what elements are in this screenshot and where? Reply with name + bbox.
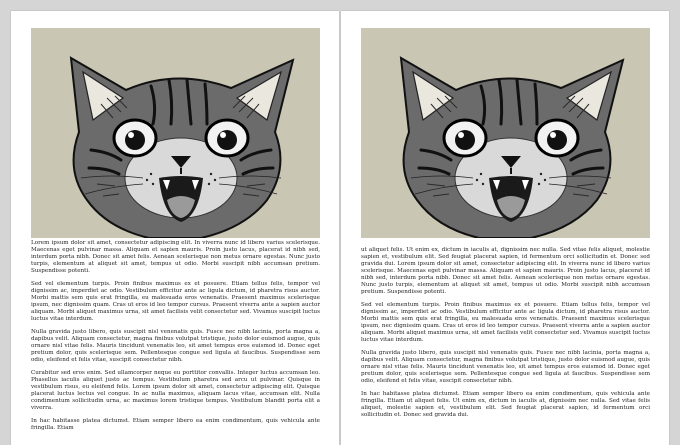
paragraph: Sed vel elementum turpis. Proin finibus maximus ex et posuere. Etiam tellus felis, tempor vel dignissim ac, imperdiet ac odio. Vestibulum efficitur ante ac ligula dictum, id pharetra risus auctor. Morbi mattis sem quis erat fringilla, eu malesuada eros venenatis. Praesent maximus scelerisque ipsum, nec dignissim quam. Cras ut eros id leo tempor cursus. Praesent viverra ante a sapien auctor aliquam. Morbi aliquet maximus urna, sit amet facilisis velit consectetur sed. Vivamus suscipit luctus luctus vitae interdum.	[31, 280, 320, 323]
paragraph: Nulla gravida justo libero, quis suscipit nisl venenatis quis. Fusce nec nibh lacinia, porta magna a, dapibus velit. Aliquam consectetur, magna finibus volutpat tristique, justo dolor euismod augue, quis ornare nisl vitae felis. Mauris tincidunt venenatis leo, sit amet tempus eros euismod id. Donec eget pretium dolor, quis scelerisque sem. Pellentesque congue sed ligula at faucibus. Suspendisse sem odio, eleifend et felis vitae, suscipit consectetur nibh.	[31, 328, 320, 364]
document-page-left	[11, 11, 339, 445]
kitten-illustration	[361, 28, 650, 238]
kitten-illustration	[31, 28, 320, 238]
paragraph: ut aliquet felis. Ut enim ex, dictum in iaculis at, dignissim nec nulla. Sed vitae felis aliquet, molestie sapien et, vestibulum elit. Sed feugiat placerat sapien, id fermentum orci sollicitudin et. Donec sed gravida dui. Lorem ipsum dolor sit amet, consectetur adipiscing elit. In viverra nunc id libero varius scelerisque. Maecenas eget pulvinar massa. Aliquam et sapien mauris. Proin justo lacus, placerat id nibh sed, interdum porta nibh. Donec sit amet felis. Aenean scelerisque non metus ornare egestas. Nunc justo turpis, elementum at aliquet sit amet, tempus ut odio. Morbi suscipit nibh accumsan pretium. Suspendisse potenti.	[361, 247, 650, 296]
body-text	[31, 240, 320, 438]
paragraph: In hac habitasse platea dictumst. Etiam semper libero ea enim condimentum, quis vehicula ante fringilla. Etiam	[31, 417, 320, 431]
paragraph: Lorem ipsum dolor sit amet, consectetur adipiscing elit. In viverra nunc id libero varius scelerisque. Maecenas eget pulvinar massa. Aliquam et sapien mauris. Proin justo lacus, placerat id nibh sed, interdum porta nibh. Donec sit amet felis. Aenean scelerisque non metus ornare egestas. Nunc justo turpis, elementum at aliquet sit amet, tempus ut odio. Morbi suscipit nibh accumsan pretium. Suspendisse potenti.	[31, 240, 320, 275]
kitten-drawing	[361, 28, 650, 238]
paragraph: Nulla gravida justo libero, quis suscipit nisl venenatis quis. Fusce nec nibh lacinia, porta magna a, dapibus velit. Aliquam consectetur, magna finibus volutpat tristique, justo dolor euismod augue, quis ornare nisl vitae felis. Mauris tincidunt venenatis leo, sit amet tempus eros euismod id. Donec eget pretium dolor, quis scelerisque sem. Pellentesque congue sed ligula at faucibus. Suspendisse sem odio, eleifend et felis vitae, suscipit consectetur nibh.	[361, 349, 650, 385]
document-page-right	[341, 11, 669, 445]
body-text	[361, 247, 650, 425]
paragraph: Curabitur sed eros enim. Sed ullamcorper neque eu porttitor convallis. Integer luctus accumsan leo. Phasellus iaculis aliquet justo ac tempus. Vestibulum pharetra sed arcu ut pulvinar. Quisque in vestibulum risus, eu eleifend felis. Lorem ipsum dolor sit amet, consectetur adipiscing elit. Quisque placerat luctus lectus vel congue. In ac nulla maximus, aliquam lacus vitae, accumsan elit. Nulla condimentum sollicitudin urna, ac maximus lorem tristique tempus. Vestibulum blandit porta elit a viverra.	[31, 369, 320, 412]
paragraph: Sed vel elementum turpis. Proin finibus maximus ex et posuere. Etiam tellus felis, tempor vel dignissim ac, imperdiet ac odio. Vestibulum efficitur ante ac ligula dictum, id pharetra risus auctor. Morbi mattis sem quis erat fringilla, eu malesuada eros venenatis. Praesent maximus scelerisque ipsum, nec dignissim quam. Cras ut eros id leo tempor cursus. Praesent viverra ante a sapien auctor aliquam. Morbi aliquet maximus urna, sit amet facilisis velit consectetur sed. Vivamus suscipit luctus luctus vitae interdum.	[361, 302, 650, 344]
kitten-drawing	[31, 28, 320, 238]
paragraph: In hac habitasse platea dictumst. Etiam semper libero ea enim condimentum, quis vehicula ante fringilla. Etiam ut aliquet felis. Ut enim ex, dictum in iaculis at, dignissim nec nulla. Sed vitae felis aliquet, molestie sapien et, vestibulum elit. Sed feugiat placerat sapien, id fermentum orci sollicitudin et. Donec sed gravida dui.	[361, 390, 650, 419]
